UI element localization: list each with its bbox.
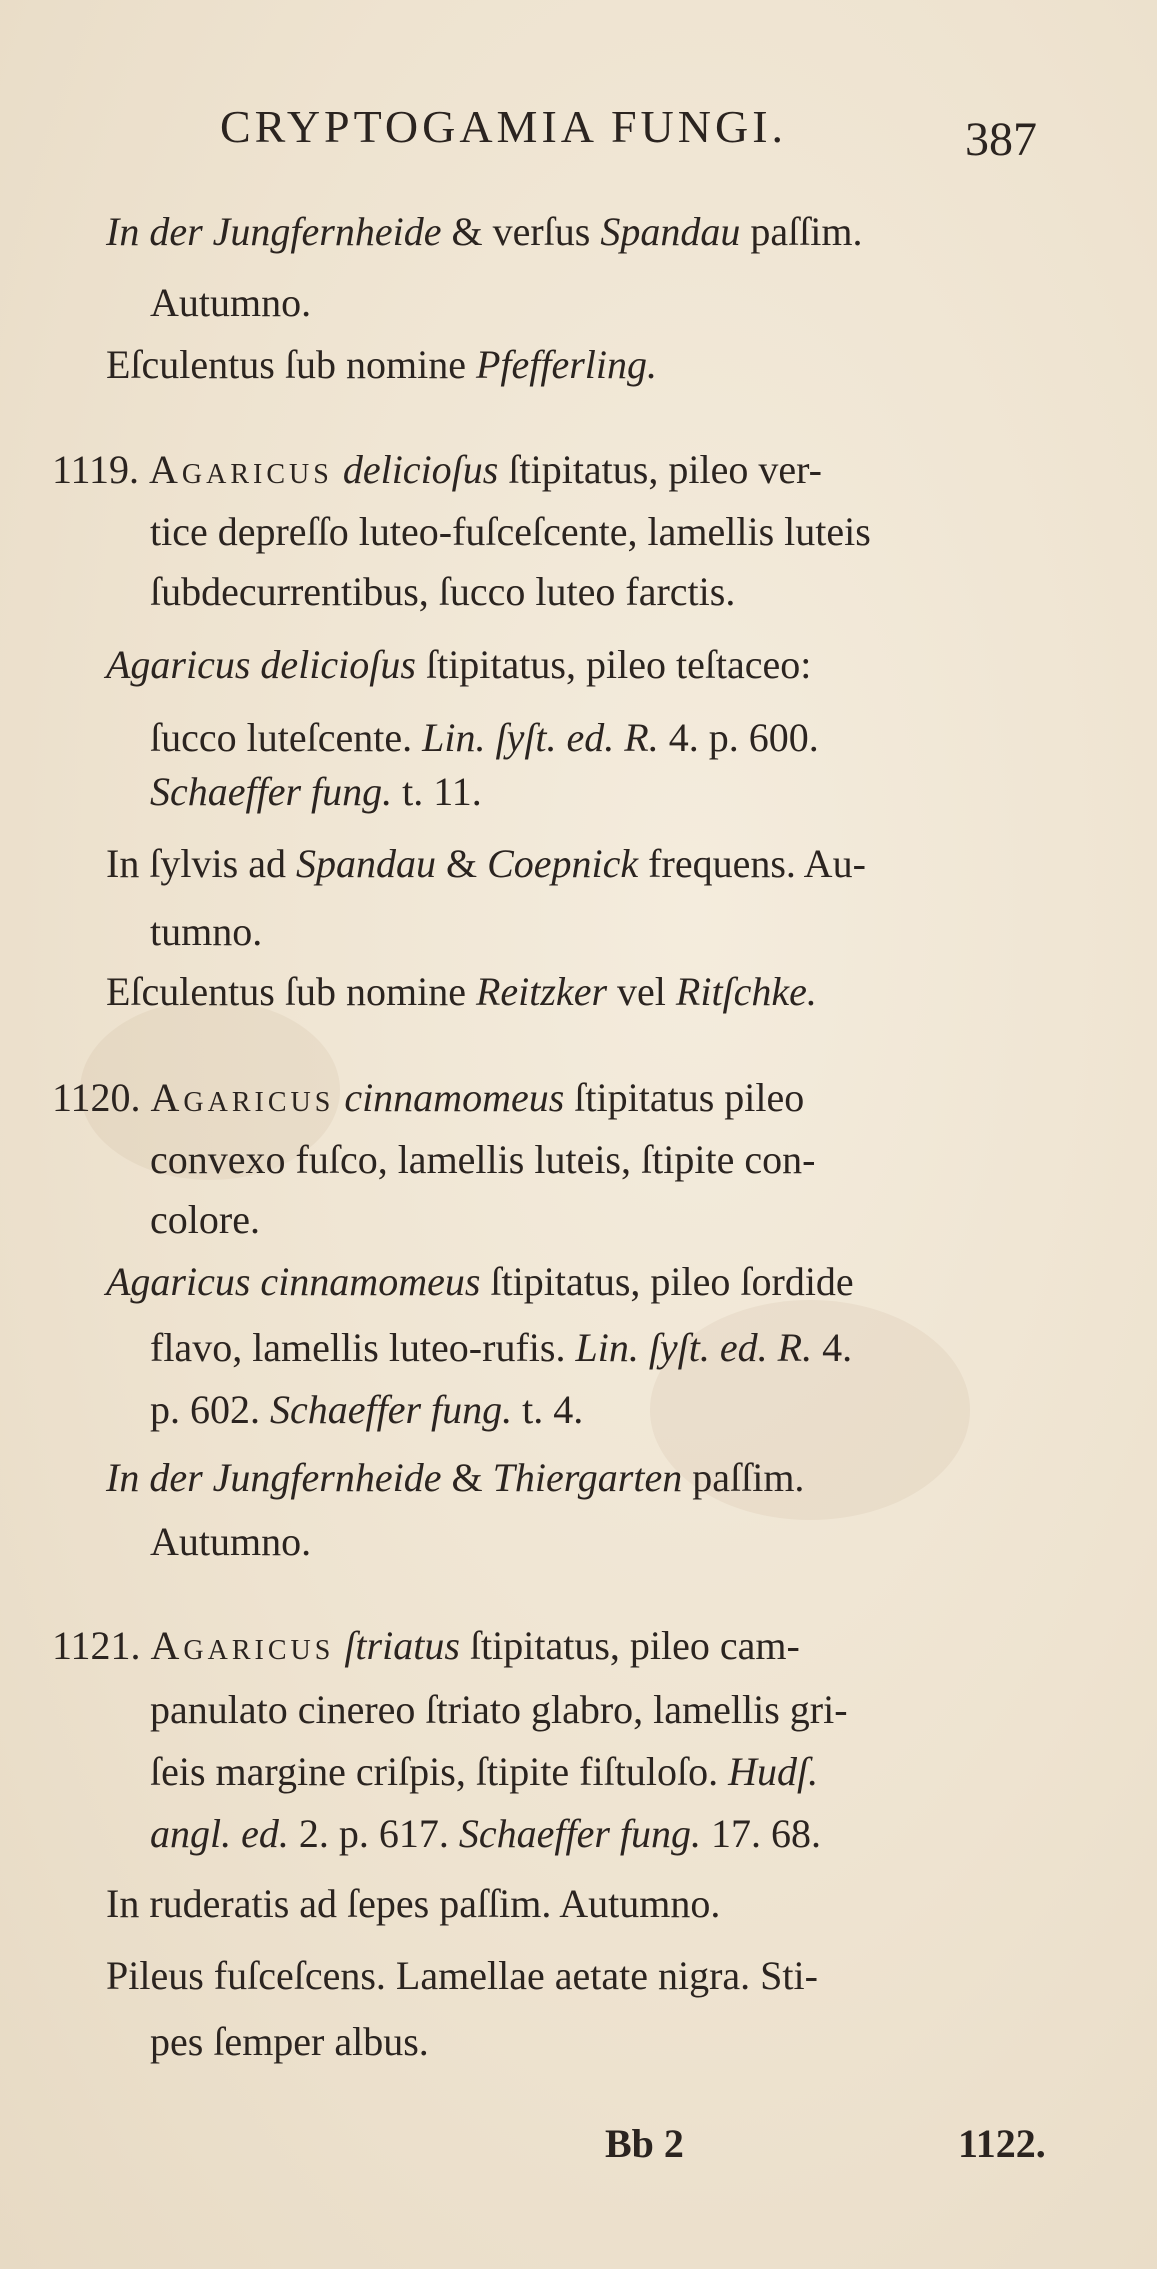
synonym-line bbox=[150, 1387, 584, 1432]
text: t. 4. bbox=[512, 1387, 584, 1432]
synonym-line bbox=[150, 715, 819, 760]
text: vel bbox=[607, 969, 676, 1014]
text: 17. 68. bbox=[701, 1811, 822, 1856]
reference: Schaeffer fung. bbox=[270, 1387, 513, 1432]
reference: Schaeffer fung. bbox=[150, 769, 393, 814]
text: ſeis margine criſpis, ſtipite fiſtuloſo. bbox=[150, 1749, 729, 1794]
text: & bbox=[435, 841, 488, 886]
genus: Agaricus bbox=[150, 1623, 335, 1668]
synonym: Agaricus delicioſus bbox=[106, 642, 416, 687]
place-name: Spandau bbox=[600, 209, 741, 254]
genus: Agaricus bbox=[150, 1075, 335, 1120]
text: 2. p. 617. bbox=[288, 1811, 459, 1856]
text: ſtipitatus pileo bbox=[564, 1075, 805, 1120]
common-name: Ritſchke. bbox=[675, 969, 817, 1014]
text-line bbox=[150, 1749, 819, 1794]
text: t. 11. bbox=[392, 769, 482, 814]
habitat-line: In ruderatis ad ſepes paſſim. Autumno. bbox=[106, 1881, 721, 1926]
place-name: In der Jungfernheide bbox=[106, 209, 442, 254]
text-line: panulato cinereo ſtriato glabro, lamellis gri- bbox=[150, 1687, 848, 1732]
text: ſtipitatus, pileo ver- bbox=[498, 447, 822, 492]
place-name: In der Jungfernheide bbox=[106, 1455, 442, 1500]
text: paſſim. bbox=[740, 209, 863, 254]
text: In ſylvis ad bbox=[106, 841, 296, 886]
text: ſucco luteſcente. bbox=[150, 715, 423, 760]
text: frequens. Au- bbox=[638, 841, 866, 886]
reference: angl. ed. bbox=[150, 1811, 289, 1856]
text-line: ſubdecurrentibus, ſucco luteo farctis. bbox=[150, 569, 736, 614]
note-line: Pileus fuſceſcens. Lamellae aetate nigra. Sti- bbox=[106, 1953, 818, 1998]
entry-1120-heading bbox=[52, 1075, 805, 1120]
entry-number: 1121. bbox=[52, 1623, 141, 1668]
reference: Lin. ſyſt. ed. R. bbox=[422, 715, 659, 760]
entry-number: 1119. bbox=[52, 447, 140, 492]
running-title: CRYPTOGAMIA FUNGI. bbox=[220, 101, 788, 152]
catchword: 1122. bbox=[958, 2121, 1046, 2166]
text: paſſim. bbox=[682, 1455, 805, 1500]
text-line: convexo fuſco, lamellis luteis, ſtipite con- bbox=[150, 1137, 816, 1182]
synonym-line bbox=[106, 1259, 854, 1304]
species: delicioſus bbox=[342, 447, 499, 492]
species: ſtriatus bbox=[344, 1623, 460, 1668]
synonym: Agaricus cinnamomeus bbox=[106, 1259, 481, 1304]
text-line bbox=[106, 342, 658, 387]
place-name: Thiergarten bbox=[492, 1455, 683, 1500]
synonym-line bbox=[150, 769, 482, 814]
text-line: tumno. bbox=[150, 909, 263, 954]
text-line: Autumno. bbox=[150, 1519, 312, 1564]
text: 4. p. 600. bbox=[658, 715, 819, 760]
text: Eſculentus ſub nomine bbox=[106, 342, 476, 387]
place-name: Coepnick bbox=[487, 841, 639, 886]
text: flavo, lamellis luteo-rufis. bbox=[150, 1325, 576, 1370]
common-name: Reitzker bbox=[475, 969, 608, 1014]
synonym-line bbox=[106, 642, 812, 687]
common-name: Pfefferling. bbox=[475, 342, 658, 387]
text: p. 602. bbox=[150, 1387, 270, 1432]
text: & bbox=[441, 1455, 493, 1500]
text-line bbox=[150, 1811, 822, 1856]
reference: Hudſ. bbox=[728, 1749, 819, 1794]
text: ſtipitatus, pileo teſtaceo: bbox=[415, 642, 812, 687]
reference: Schaeffer fung. bbox=[458, 1811, 702, 1856]
species: cinnamomeus bbox=[344, 1075, 565, 1120]
text-line: tice depreſſo luteo-fuſceſcente, lamellis luteis bbox=[150, 509, 871, 554]
text: ſtipitatus, pileo cam- bbox=[459, 1623, 800, 1668]
signature-mark: Bb 2 bbox=[605, 2121, 684, 2166]
place-name: Spandau bbox=[295, 841, 436, 886]
text: ſtipitatus, pileo ſordide bbox=[480, 1259, 854, 1304]
text-line: colore. bbox=[150, 1197, 260, 1242]
text: Eſculentus ſub nomine bbox=[106, 969, 476, 1014]
text-line: Autumno. bbox=[150, 280, 312, 325]
entry-1119-heading bbox=[52, 447, 822, 492]
entry-1121-heading bbox=[52, 1623, 800, 1668]
page-number: 387 bbox=[965, 113, 1037, 166]
use-line bbox=[106, 969, 817, 1014]
text-line bbox=[106, 209, 863, 254]
text: 4. bbox=[812, 1325, 853, 1370]
habitat-line bbox=[106, 1455, 805, 1500]
entry-number: 1120. bbox=[52, 1075, 141, 1120]
habitat-line bbox=[106, 841, 866, 886]
page-header bbox=[0, 100, 1157, 170]
reference: Lin. ſyſt. ed. R. bbox=[575, 1325, 813, 1370]
genus: Agaricus bbox=[149, 447, 333, 492]
synonym-line bbox=[150, 1325, 853, 1370]
note-line: pes ſemper albus. bbox=[150, 2019, 429, 2064]
text: & verſus bbox=[441, 209, 601, 254]
